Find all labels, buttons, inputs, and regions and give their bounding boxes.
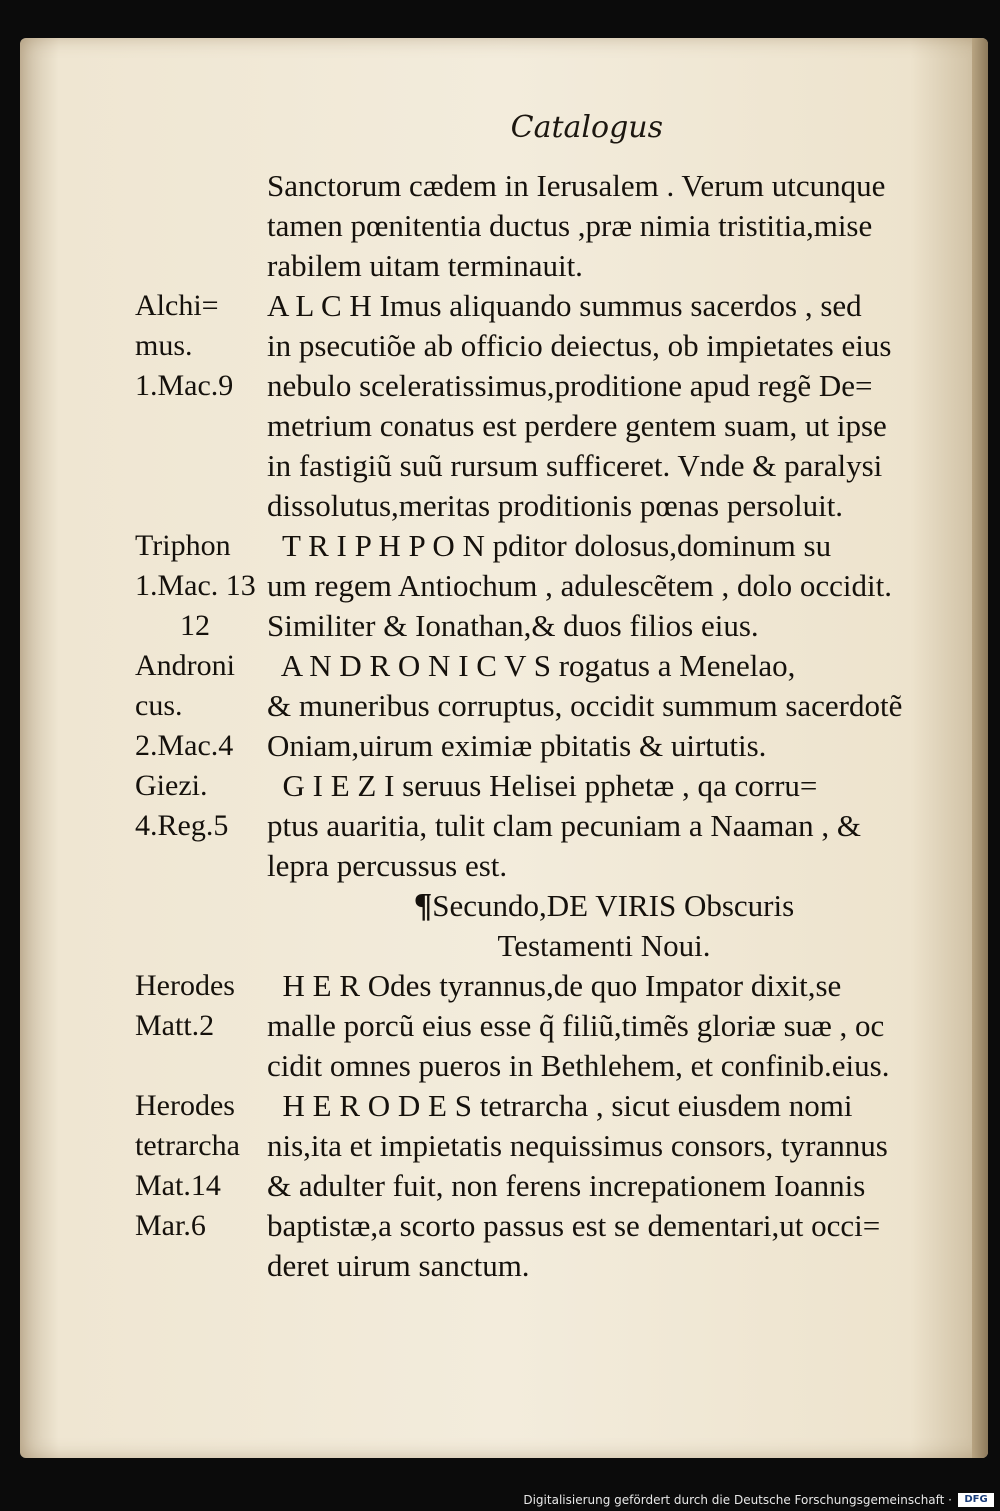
section-heading-text: Secundo,DE VIRIS Obscuris	[432, 888, 795, 923]
body-text: rabilem uitam terminauit.	[267, 248, 583, 283]
body-text: in psecutiõe ab officio deiectus, ob impietates eius	[267, 328, 892, 363]
text-line	[20, 286, 988, 326]
body-text: H E R Odes tyrannus,de quo Impator dixit,se	[267, 968, 842, 1003]
margin-note: tetrarcha	[135, 1129, 240, 1162]
body-text: deret uirum sanctum.	[267, 1248, 530, 1283]
body-text: ptus auaritia, tulit clam pecuniam a Naaman , &	[267, 808, 861, 843]
text-line	[20, 486, 988, 526]
margin-note: cus.	[135, 689, 183, 722]
text-line	[20, 806, 988, 846]
body-text: metrium conatus est perdere gentem suam, ut ipse	[267, 408, 887, 443]
text-line	[20, 326, 988, 366]
text-line	[20, 166, 988, 206]
running-header: Catalogus	[510, 110, 663, 145]
body-text: G I E Z I seruus Helisei pphetæ , qa corru=	[267, 768, 818, 803]
text-line	[20, 966, 988, 1006]
body-text: T R I P H P O N pditor dolosus,dominum su	[267, 528, 832, 563]
margin-note: mus.	[135, 329, 193, 362]
body-text: Similiter & Ionathan,& duos filios eius.	[267, 608, 759, 643]
pilcrow-mark: ¶	[413, 887, 433, 924]
body-text: tamen pœnitentia ductus ,præ nimia tristitia,mise	[267, 208, 873, 243]
body-text: A N D R O N I C V S rogatus a Menelao,	[267, 648, 796, 683]
text-line	[20, 766, 988, 806]
text-line	[20, 1006, 988, 1046]
body-text: nis,ita et impietatis nequissimus consors, tyrannus	[267, 1128, 888, 1163]
text-line	[20, 1166, 988, 1206]
margin-note: 12	[135, 609, 210, 642]
text-line	[20, 526, 988, 566]
text-line	[20, 686, 988, 726]
text-block	[20, 166, 988, 1286]
section-heading	[20, 886, 988, 926]
text-line	[20, 566, 988, 606]
text-line	[20, 1206, 988, 1246]
section-heading-text: Testamenti Noui.	[497, 928, 711, 963]
body-text: & adulter fuit, non ferens increpationem Ioannis	[267, 1168, 866, 1203]
text-line	[20, 1046, 988, 1086]
margin-note: 1.Mac. 13	[135, 569, 256, 602]
dfg-logo: DFG	[958, 1493, 994, 1507]
text-line	[20, 206, 988, 246]
text-line	[20, 1246, 988, 1286]
body-text: & muneribus corruptus, occidit summum sacerdotẽ	[267, 688, 903, 723]
margin-note: Herodes	[135, 969, 235, 1002]
margin-note: Matt.2	[135, 1009, 215, 1042]
text-line	[20, 606, 988, 646]
margin-note: Alchi=	[135, 289, 219, 322]
funding-credit: Digitalisierung gefördert durch die Deutsche Forschungsgemeinschaft ·	[523, 1493, 952, 1507]
section-heading	[20, 926, 988, 966]
margin-note: Androni	[135, 649, 235, 682]
margin-note: Triphon	[135, 529, 231, 562]
body-text: Sanctorum cædem in Ierusalem . Verum utcunque	[267, 168, 886, 203]
body-text: H E R O D E S tetrarcha , sicut eiusdem nomi	[267, 1088, 853, 1123]
margin-note: Giezi.	[135, 769, 208, 802]
text-line	[20, 846, 988, 886]
margin-note: Herodes	[135, 1089, 235, 1122]
text-line	[20, 446, 988, 486]
margin-note: 2.Mac.4	[135, 729, 234, 762]
margin-note: 4.Reg.5	[135, 809, 229, 842]
text-line	[20, 246, 988, 286]
text-line	[20, 1086, 988, 1126]
book-page	[20, 38, 988, 1458]
body-text: baptistæ,a scorto passus est se dementari,ut occi=	[267, 1208, 881, 1243]
text-line	[20, 406, 988, 446]
text-line	[20, 886, 988, 926]
margin-note: Mar.6	[135, 1209, 206, 1242]
text-line	[20, 1126, 988, 1166]
text-line	[20, 926, 988, 966]
margin-note: 1.Mac.9	[135, 369, 234, 402]
body-text: nebulo sceleratissimus,proditione apud regẽ De=	[267, 368, 873, 403]
text-line	[20, 646, 988, 686]
text-line	[20, 726, 988, 766]
body-text: Oniam,uirum eximiæ pbitatis & uirtutis.	[267, 728, 767, 763]
body-text: A L C H Imus aliquando summus sacerdos , sed	[267, 288, 862, 323]
body-text: lepra percussus est.	[267, 848, 508, 883]
body-text: in fastigiũ suũ rursum sufficeret. Vnde & paralysi	[267, 448, 883, 483]
margin-note: Mat.14	[135, 1169, 221, 1202]
body-text: dissolutus,meritas proditionis pœnas persoluit.	[267, 488, 844, 523]
text-line	[20, 366, 988, 406]
body-text: cidit omnes pueros in Bethlehem, et confinib.eius.	[267, 1048, 890, 1083]
body-text: malle porcũ eius esse q̃ filiũ,timẽs gloriæ suæ , oc	[267, 1008, 885, 1043]
body-text: um regem Antiochum , adulescẽtem , dolo occidit.	[267, 568, 893, 603]
